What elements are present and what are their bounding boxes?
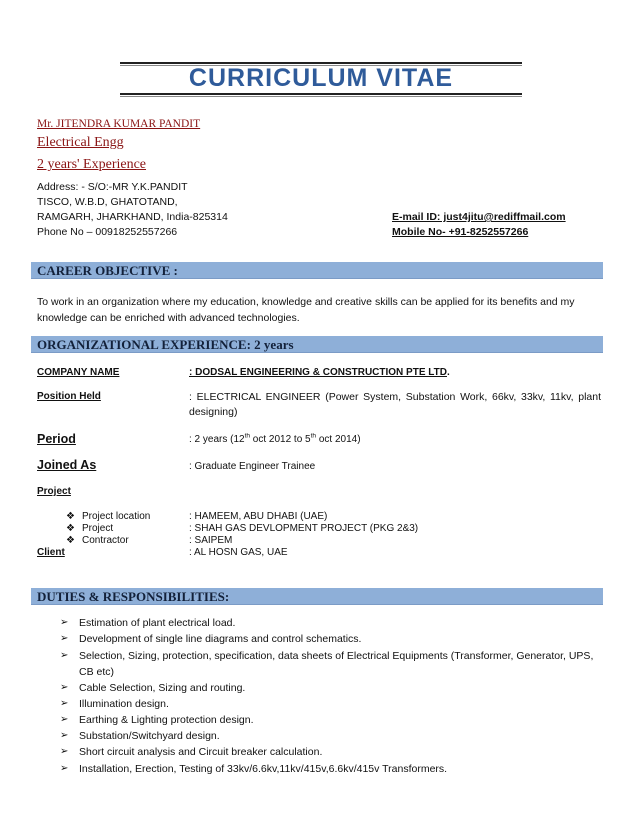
- duty-item: [60, 696, 600, 712]
- mobile-number: Mobile No- +91-8252557266: [392, 226, 529, 238]
- candidate-experience: 2 years' Experience: [37, 157, 147, 172]
- duty-text: Earthing & Lighting protection design.: [79, 714, 254, 726]
- arrow-bullet-icon: ➢: [60, 682, 69, 693]
- arrow-bullet-icon: ➢: [60, 650, 69, 661]
- company-name-value: [189, 367, 450, 378]
- duty-text: Short circuit analysis and Circuit breaker calculation.: [79, 746, 323, 758]
- title-bottom-rule: [120, 93, 522, 95]
- duty-item: [60, 648, 600, 680]
- address-line: Address: - S/O:-MR Y.K.PANDIT: [37, 181, 188, 193]
- project-label: Project: [37, 486, 71, 497]
- career-objective-heading: CAREER OBJECTIVE :: [31, 262, 603, 279]
- diamond-bullet-icon: ❖: [66, 535, 75, 546]
- address-line: TISCO, W.B.D, GHATOTAND,: [37, 196, 178, 208]
- project-detail-item: [66, 511, 150, 522]
- duty-item: [60, 615, 600, 631]
- arrow-bullet-icon: ➢: [60, 617, 69, 628]
- company-name-dot: .: [446, 367, 450, 378]
- project-detail-item: [66, 523, 113, 534]
- document-title: CURRICULUM VITAE: [188, 64, 454, 92]
- period-sup-2: th: [310, 432, 317, 440]
- company-name-label: COMPANY NAME: [37, 367, 120, 378]
- duty-text: Substation/Switchyard design.: [79, 730, 220, 742]
- duty-text: Cable Selection, Sizing and routing.: [79, 682, 246, 694]
- diamond-bullet-icon: ❖: [66, 511, 75, 522]
- duty-text: Selection, Sizing, protection, specification, data sheets of Electrical Equipments (Transformer, Generator, UPS, CB etc): [79, 650, 594, 678]
- duty-item: [60, 712, 600, 728]
- position-held-label: Position Held: [37, 391, 101, 402]
- period-value: [189, 434, 361, 445]
- duty-item: [60, 631, 600, 647]
- arrow-bullet-icon: ➢: [60, 714, 69, 725]
- project-detail-value: : HAMEEM, ABU DHABI (UAE): [189, 511, 328, 522]
- phone-line: Phone No – 00918252557266: [37, 226, 178, 238]
- client-label: Client: [37, 547, 65, 558]
- period-text-b: oct 2012 to 5: [250, 434, 311, 445]
- period-label: Period: [37, 432, 76, 446]
- career-objective-text: To work in an organization where my education, knowledge and creative skills can be applied for its benefits and my knowledge can be enriched with advanced technologies.: [37, 296, 575, 324]
- duty-item: [60, 728, 600, 744]
- period-text-a: : 2 years (12: [189, 434, 245, 445]
- arrow-bullet-icon: ➢: [60, 730, 69, 741]
- email-link[interactable]: E-mail ID: just4jitu@rediffmail.com: [392, 211, 566, 223]
- arrow-bullet-icon: ➢: [60, 633, 69, 644]
- company-name-text: : DODSAL ENGINEERING & CONSTRUCTION PTE LTD: [189, 367, 447, 378]
- duty-item: [60, 744, 600, 760]
- project-detail-item: [66, 535, 129, 546]
- address-line: RAMGARH, JHARKHAND, India-825314: [37, 211, 228, 223]
- joined-as-label: Joined As: [37, 458, 97, 472]
- duties-heading: DUTIES & RESPONSIBILITIES:: [31, 588, 603, 605]
- duty-text: Development of single line diagrams and control schematics.: [79, 633, 362, 645]
- arrow-bullet-icon: ➢: [60, 698, 69, 709]
- duty-item: [60, 680, 600, 696]
- arrow-bullet-icon: ➢: [60, 763, 69, 774]
- duty-text: Illumination design.: [79, 698, 169, 710]
- organizational-experience-heading: ORGANIZATIONAL EXPERIENCE: 2 years: [31, 336, 603, 353]
- position-held-value: : ELECTRICAL ENGINEER (Power System, Substation Work, 66kv, 33kv, 11kv, plant: [189, 391, 601, 403]
- period-text-c: oct 2014): [316, 434, 361, 445]
- position-held-value-cont: designing): [189, 406, 238, 418]
- diamond-bullet-icon: ❖: [66, 523, 75, 534]
- candidate-name: Mr. JITENDRA KUMAR PANDIT: [37, 118, 201, 130]
- joined-as-value: : Graduate Engineer Trainee: [189, 461, 316, 472]
- arrow-bullet-icon: ➢: [60, 746, 69, 757]
- client-value: : AL HOSN GAS, UAE: [189, 547, 288, 558]
- period-sup-1: th: [244, 432, 251, 440]
- duty-text: Estimation of plant electrical load.: [79, 617, 236, 629]
- project-detail-value: : SAIPEM: [189, 535, 233, 546]
- project-detail-label: Contractor: [82, 535, 129, 546]
- project-detail-value: : SHAH GAS DEVLOPMENT PROJECT (PKG 2&3): [189, 523, 419, 534]
- project-detail-label: Project location: [82, 511, 151, 522]
- duty-item: [60, 761, 600, 777]
- candidate-discipline: Electrical Engg: [37, 135, 124, 150]
- project-detail-label: Project: [82, 523, 114, 534]
- duty-text: Installation, Erection, Testing of 33kv/6.6kv,11kv/415v,6.6kv/415v Transformers.: [79, 763, 448, 775]
